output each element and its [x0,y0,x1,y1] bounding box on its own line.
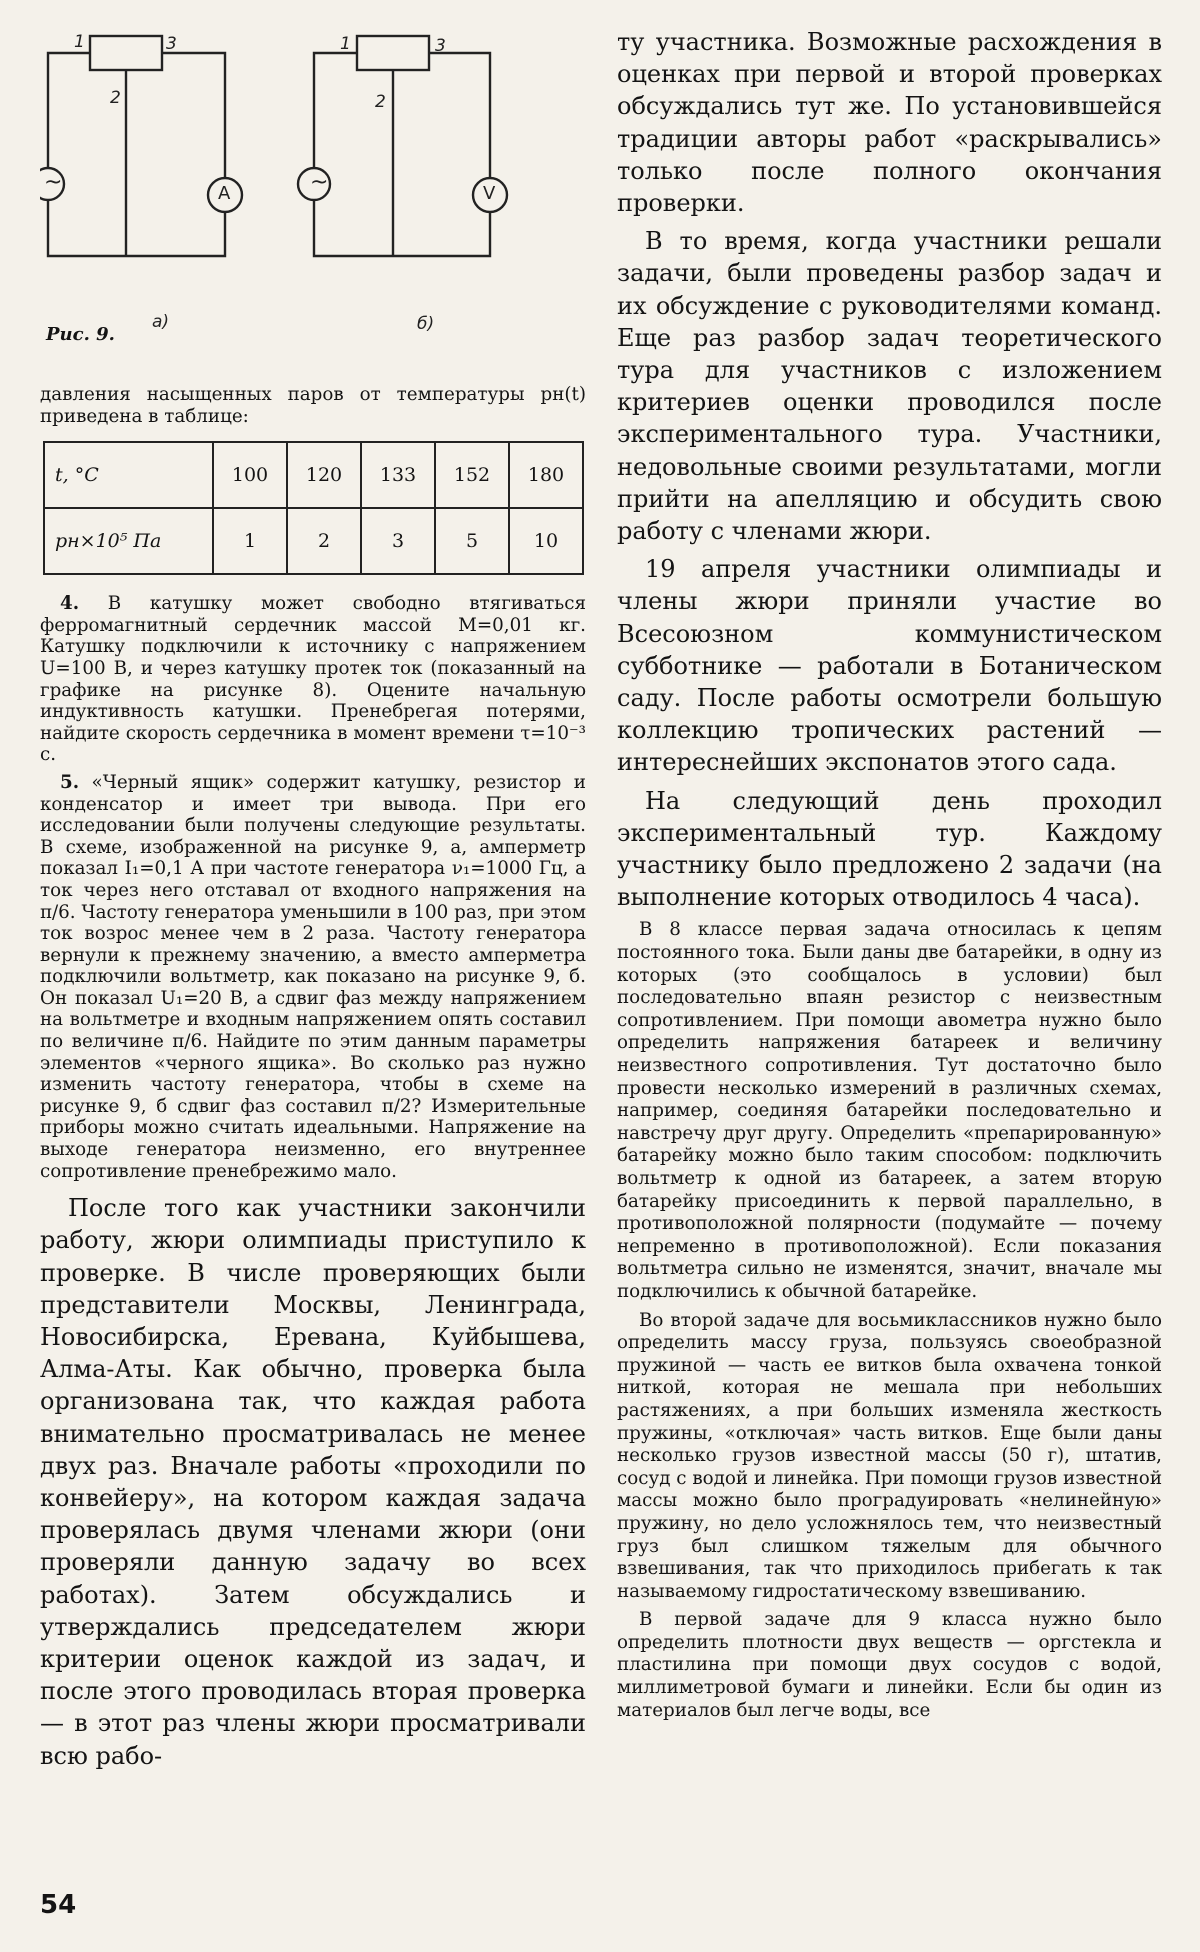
table-cell: 3 [361,508,435,574]
vapor-pressure-table [43,441,584,575]
problem-4 [40,593,586,766]
figure-9 [40,20,586,345]
table-cell: 152 [435,442,509,508]
figure-label-b: б) [417,314,435,334]
table-cell: 2 [287,508,361,574]
problem-5-number: 5. [60,771,80,793]
node-3-b: 3 [435,36,446,56]
ac-source-symbol-a: ~ [44,170,63,195]
right-column [617,26,1162,1722]
article-paragraph: ту участника. Возможные расхождения в оценках при первой и второй проверках обсуждались тут же. По установившейся традиции авторы работ «раскрывались» только после полного окончания проверки. [617,28,1162,218]
experimental-task-paragraph: В первой задаче для 9 класса нужно было определить плотности двух веществ — оргстекла и пластилина при помощи двух сосудов с водой, миллиметровой бумаги и линейки. Если бы один из материалов был легче воды, все [617,1609,1162,1721]
node-1-b: 1 [340,34,351,54]
problem-5 [40,772,586,1182]
problem-5-text: «Черный ящик» содержит катушку, резистор и конденсатор и имеет три вывода. При его исследовании были получены следующие результаты. В схеме, изображенной на рисунке 9, а, амперметр показал I₁=0,1 А при частоте генератора ν₁=1000 Гц, а ток через него отставал от входного напряжения на π/6. Частоту генератора уменьшили в 100 раз, при этом ток возрос менее чем в 2 раза. Частоту генератора вернули к прежнему значению, а вместо амперметра подключили вольтметр, как показано на рисунке 9, б. Он показал U₁=20 В, а сдвиг фаз между напряжением на вольтметре и входным напряжением опять составил по величине π/6. Найдите по этим данным параметры элементов «черного ящика». Во сколько раз нужно изменить частоту генератора, чтобы в схеме на рисунке 9, б сдвиг фаз составил π/2? Измерительные приборы можно считать идеальными. Напряжение на выходе генератора неизменно, его внутреннее сопротивление пренебрежимо мало. [40,771,586,1182]
table-row [44,442,583,508]
table-cell: 120 [287,442,361,508]
black-box-b [357,36,429,70]
table-header-pressure: pн×10⁵ Па [44,508,213,574]
table-cell: 10 [509,508,583,574]
table-cell: 133 [361,442,435,508]
article-paragraph: На следующий день проходил экспериментальный тур. Каждому участнику было предложено 2 задачи (на выполнение которых отводилось 4 часа). [617,786,1162,912]
table-cell: 100 [213,442,287,508]
table-row [44,508,583,574]
ammeter-label: A [218,183,231,204]
table-cell: 180 [509,442,583,508]
figure-label-a: а) [152,312,170,332]
experimental-task-paragraph: В 8 классе первая задача относилась к цепям постоянного тока. Были даны две батарейки, в одну из которых (это сообщалось в условии) был последовательно впаян резистор с неизвестным сопротивлением. При помощи авометра нужно было определить напряжения батареек и величину неизвестного сопротивления. Тут достаточно было провести несколько измерений в различных схемах, например, соединяя батарейки последовательно и навстречу друг другу. Определить «препарированную» батарейку можно было таким способом: подключить вольтметр к одной из батареек, а затем вторую батарейку присоединить к первой параллельно, в противоположной полярности (подумайте — почему непременно в противоположной). Если показания вольтметра сильно не изменятся, значит, вначале мы подключились к обычной батарейке. [617,919,1162,1302]
black-box-a [90,36,162,70]
figure-caption: Рис. 9. [46,324,115,345]
problem-4-number: 4. [60,593,80,615]
table-cell: 5 [435,508,509,574]
page-number: 54 [40,1890,77,1920]
node-2-a: 2 [110,88,121,108]
problem-4-text: В катушку может свободно втягиваться ферромагнитный сердечник массой M=0,01 кг. Катушку подключили к источнику с напряжением U=100 В, и через катушку протек ток (показанный на графике на рисунке 8). Оцените начальную индуктивность катушки. Пренебрегая потерями, найдите скорость сердечника в момент времени τ=10⁻³ с. [40,593,586,766]
ac-source-symbol-b: ~ [310,170,329,195]
left-column [40,20,586,1772]
node-2-b: 2 [375,92,386,112]
table-cell: 1 [213,508,287,574]
node-3-a: 3 [166,34,177,54]
table-header-temperature: t, °C [44,442,213,508]
article-paragraph: 19 апреля участники олимпиады и члены жюри приняли участие во Всесоюзном коммунистическом субботнике — работали в Ботаническом саду. После работы осмотрели большую коллекцию тропических растений — интереснейших экспонатов этого сада. [617,555,1162,777]
article-paragraph: В то время, когда участники решали задачи, были проведены разбор задач и их обсуждение с руководителями команд. Еще раз разбор задач теоретического тура для участников с изложением критериев оценки проводился после экспериментального тура. Участники, недовольные своими результатами, могли прийти на апелляцию и обсудить свою работу с членами жюри. [617,227,1162,546]
experimental-task-paragraph: Во второй задаче для восьмиклассников нужно было определить массу груза, пользуясь своеобразной пружиной — часть ее витков была охвачена тонкой ниткой, которая не мешала при небольших растяжениях, а при больших изменяла жесткость пружины, «отключая» часть витков. Еще были даны несколько грузов известной массы (50 г), штатив, сосуд с водой и линейка. При помощи грузов известной массы можно было проградуировать «нелинейную» пружину, но дело усложнялось тем, что неизвестный груз был слишком тяжелым для обычного взвешивания, так что приходилось прибегать к так называемому гидростатическому взвешиванию. [617,1309,1163,1602]
table-intro: давления насыщенных паров от температуры pн(t) приведена в таблице: [40,384,586,427]
voltmeter-label: V [483,183,496,204]
node-1-a: 1 [74,32,85,52]
article-paragraph: После того как участники закончили работу, жюри олимпиады приступило к проверке. В числе проверяющих были представители Москвы, Ленинграда, Новосибирска, Еревана, Куйбышева, Алма-Аты. Как обычно, проверка была организована так, что каждая работа внимательно просматривалась не менее двух раз. Вначале работы «проходили по конвейеру», на котором каждая задача проверялась двумя членами жюри (они проверяли данную задачу во всех работах). Затем обсуждались и утверждались председателем жюри критерии оценок каждой из задач, и после этого проводилась вторая проверка — в этот раз члены жюри просматривали всю рабо- [40,1194,586,1770]
